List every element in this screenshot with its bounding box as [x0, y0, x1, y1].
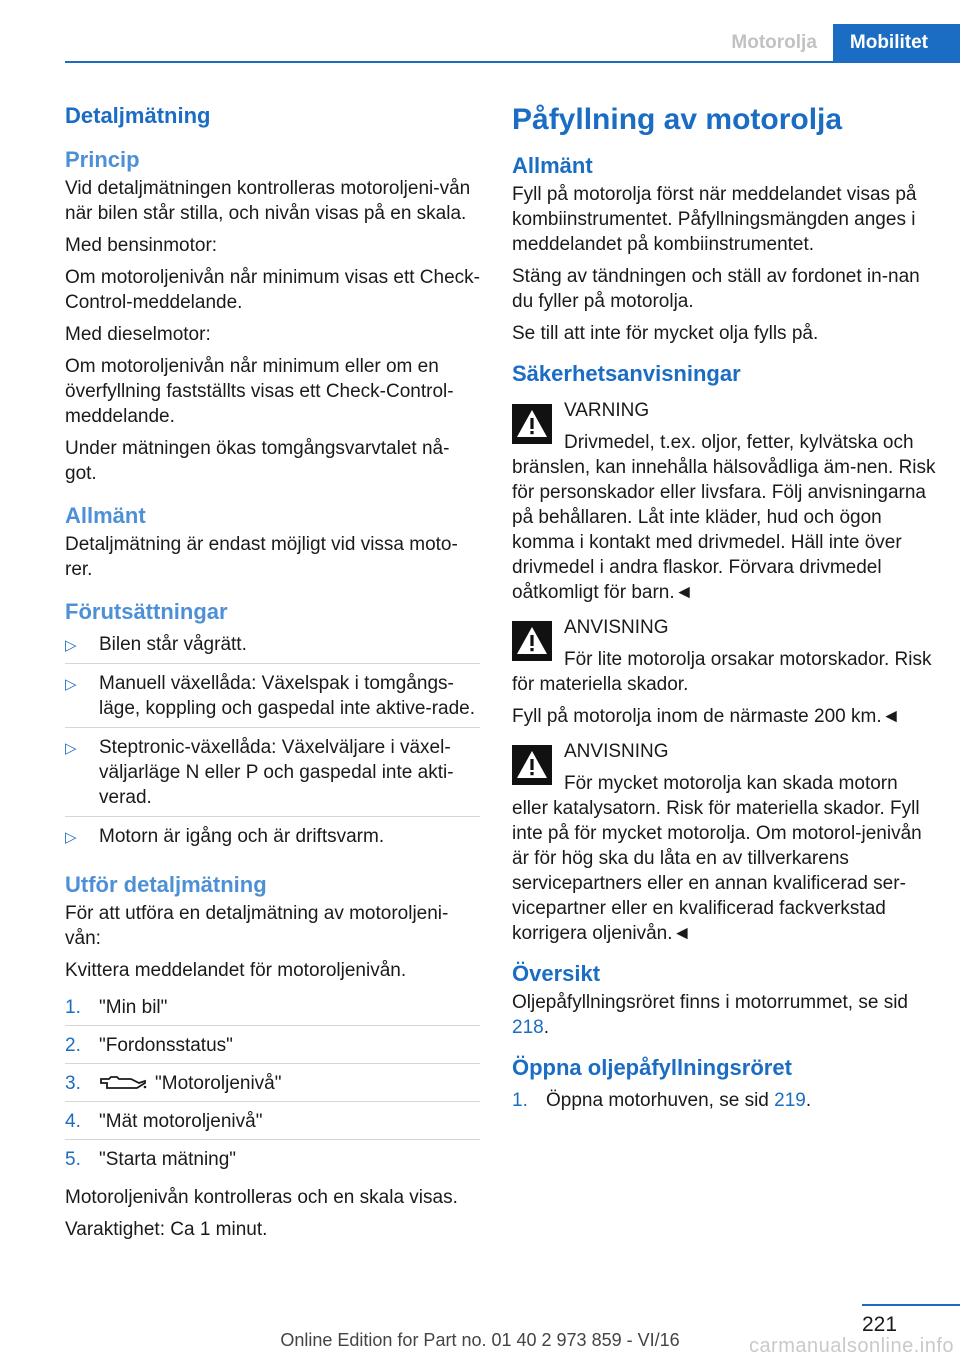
header-tab-motorolja: Motorolja — [715, 24, 833, 62]
princip-paragraph-1: Vid detaljmätningen kontrolleras motoroljeni‐vån när bilen står stilla, och nivån visas på en skala. — [65, 178, 471, 224]
notice-block — [512, 739, 937, 946]
header-tabs — [715, 24, 960, 62]
heading-princip: Princip — [65, 147, 140, 172]
allmant-right-paragraph-1: Fyll på motorolja först när meddelandet visas på kombiinstrumentet. Påfyllningsmängden anges i meddelandet på kombiinstrumentet. — [512, 184, 917, 255]
utfor-paragraph-2: Kvittera meddelandet för motoroljenivån. — [65, 960, 407, 981]
notice-text: För lite motorolja orsakar motorskador. Risk för materiella skador. — [512, 649, 932, 695]
warning-block — [512, 398, 937, 605]
triangle-bullet-icon: ▷ — [65, 829, 77, 846]
princip-paragraph-5: Om motoroljenivån når minimum eller om en överfyllning fastställts visas ett Check-Control-meddelande. — [65, 356, 454, 427]
section-title-detaljmatning: Detaljmätning — [65, 103, 211, 128]
list-item: ▷ Manuell växellåda: Växelspak i tomgångs‐läge, koppling och gaspedal inte aktive‐rade. — [65, 671, 480, 728]
triangle-bullet-icon: ▷ — [65, 676, 77, 693]
page-number: 221 — [862, 1313, 898, 1336]
header-tab-mobilitet: Mobilitet — [833, 24, 960, 62]
watermark: carmanualsonline.info — [748, 1335, 954, 1357]
princip-paragraph-2: Med bensinmotor: — [65, 235, 218, 256]
right-column — [512, 92, 937, 1126]
heading-oversikt: Översikt — [512, 961, 601, 986]
utfor-paragraph-3: Motoroljenivån kontrolleras och en skala visas. — [65, 1187, 458, 1208]
heading-oppna-oljepafyllningsroret: Öppna oljepåfyllningsröret — [512, 1055, 792, 1080]
warning-text: Drivmedel, t.ex. oljor, fetter, kylvätska och bränslen, kan innehålla hälsovådliga äm‐nen. Risk för personskador eller livsfara. Följ anvisningarna på behållaren. Låt inte kläder, hud och ögon komma i kontakt med drivmedel. Häll inte över drivmedel i andra flaskor. Förvara drivmedel oåtkomligt för barn.◄ — [512, 432, 936, 603]
list-item: ▷ Motorn är igång och är driftsvarm. — [65, 824, 480, 855]
left-column — [65, 92, 480, 1249]
allmant-paragraph: Detaljmätning är endast möjligt vid vissa moto‐rer. — [65, 534, 458, 580]
triangle-bullet-icon: ▷ — [65, 740, 77, 757]
oversikt-paragraph: Oljepåfyllningsröret finns i motorrummet, se sid 218. — [512, 992, 908, 1038]
notice-block — [512, 615, 937, 729]
heading-sakerhetsanvisningar: Säkerhetsanvisningar — [512, 361, 741, 386]
list-item: 1. "Min bil" — [65, 995, 480, 1026]
page-link-218[interactable]: 218 — [512, 1017, 544, 1038]
notice-text-2: Fyll på motorolja inom de närmaste 200 km.◄ — [512, 706, 901, 727]
list-item: ▷ Steptronic-växellåda: Växelväljare i växel‐väljarläge N eller P och gaspedal inte akti‐verad. — [65, 735, 480, 817]
list-item: 1. Öppna motorhuven, se sid 219. — [512, 1090, 812, 1111]
heading-utfor-detaljmatning: Utför detaljmätning — [65, 872, 267, 897]
heading-allmant-right: Allmänt — [512, 153, 593, 178]
utfor-paragraph-4: Varaktighet: Ca 1 minut. — [65, 1219, 268, 1240]
princip-paragraph-3: Om motoroljenivån når minimum visas ett Check-Control-meddelande. — [65, 267, 480, 313]
list-item: 4. "Mät motoroljenivå" — [65, 1109, 480, 1140]
open-steps-list — [512, 1088, 937, 1118]
warning-triangle-icon — [512, 745, 552, 785]
warning-title: VARNING — [564, 400, 650, 421]
requirements-list — [65, 632, 480, 855]
page-link-219[interactable]: 219 — [774, 1090, 806, 1111]
warning-triangle-icon — [512, 621, 552, 661]
page-title: Påfyllning av motorolja — [512, 103, 843, 136]
princip-paragraph-4: Med dieselmotor: — [65, 324, 211, 345]
list-item: 5. "Starta mätning" — [65, 1149, 237, 1170]
notice-text: För mycket motorolja kan skada motorn eller katalysatorn. Risk för materiella skador. Fyll inte på för mycket motorolja. Om motorol‐jenivån är för hög ska du låta en av tillverkarens servicepartners eller en annan kvalificerad ser‐vicepartner eller en kvalificerad fackverkstad korrigera oljenivån.◄ — [512, 773, 922, 944]
warning-triangle-icon — [512, 404, 552, 444]
list-item: 2. "Fordonsstatus" — [65, 1033, 480, 1064]
notice-title: ANVISNING — [564, 741, 669, 762]
notice-title: ANVISNING — [564, 617, 669, 638]
utfor-paragraph-1: För att utföra en detaljmätning av motoroljeni‐vån: — [65, 903, 449, 949]
steps-list — [65, 995, 480, 1177]
allmant-right-paragraph-3: Se till att inte för mycket olja fylls på. — [512, 323, 819, 344]
footer-edition: Online Edition for Part no. 01 40 2 973 859 - VI/16 — [280, 1330, 680, 1350]
heading-forutsattningar: Förutsättningar — [65, 599, 228, 624]
oil-can-icon — [99, 1074, 149, 1092]
list-item: 3. "Motoroljenivå" — [65, 1071, 480, 1102]
header-rule — [65, 61, 960, 63]
allmant-right-paragraph-2: Stäng av tändningen och ställ av fordonet in‐nan du fyller på motorolja. — [512, 266, 920, 312]
princip-paragraph-6: Under mätningen ökas tomgångsvarvtalet nå‐got. — [65, 438, 450, 484]
triangle-bullet-icon: ▷ — [65, 637, 77, 654]
heading-allmant-left: Allmänt — [65, 503, 146, 528]
list-item: ▷ Bilen står vågrätt. — [65, 632, 480, 664]
page-number-rule — [862, 1304, 960, 1306]
